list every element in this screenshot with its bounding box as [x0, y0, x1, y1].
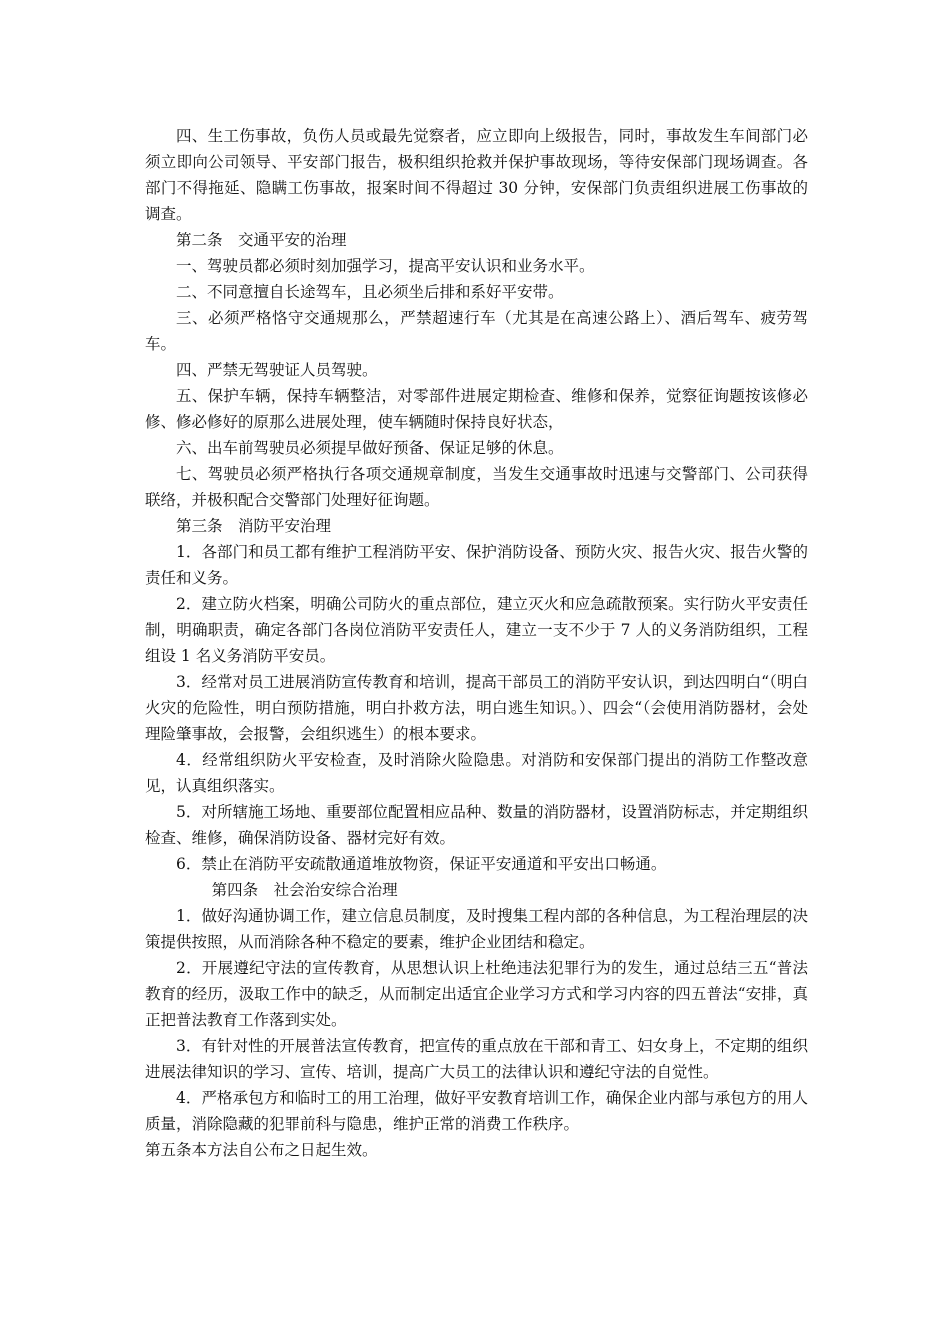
paragraph-effective-date: 第五条本方法自公布之日起生效。: [145, 1141, 378, 1159]
paragraph-fire-4: 4．经常组织防火平安检查，及时消除火险隐患。对消防和安保部门提出的消防工作整改意见，认真组织落实。: [145, 751, 808, 795]
paragraph-injury-report: 四、生工伤事故，负伤人员或最先觉察者，应立即向上级报告，同时，事故发生车间部门必须立即向公司领导、平安部门报告，极积组织抢救并保护事故现场，等待安保部门现场调查。各部门不得拖延、隐瞒工伤事故，报案时间不得超过 30 分钟，安保部门负责组织进展工伤事故的调查。: [145, 127, 808, 223]
paragraph-security-2: 2．开展遵纪守法的宣传教育，从思想认识上杜绝违法犯罪行为的发生，通过总结三五“普法教育的经历，汲取工作中的缺乏，从而制定出适宜企业学习方式和学习内容的四五普法“安排，真正把普法教育工作落到实处。: [145, 959, 808, 1029]
paragraph-traffic-4: 四、严禁无驾驶证人员驾驶。: [176, 361, 378, 379]
paragraph-traffic-1: 一、驾驶员都必须时刻加强学习，提高平安认识和业务水平。: [176, 257, 595, 275]
paragraph-fire-1: 1．各部门和员工都有维护工程消防平安、保护消防设备、预防火灾、报告火灾、报告火警的责任和义务。: [145, 543, 808, 587]
paragraph-traffic-6: 六、出车前驾驶员必须提早做好预备、保证足够的休息。: [176, 439, 564, 457]
paragraph-fire-5: 5．对所辖施工场地、重要部位配置相应品种、数量的消防器材，设置消防标志，并定期组织检查、维修，确保消防设备、器材完好有效。: [145, 803, 808, 847]
section-heading-public-security: 第四条 社会治安综合治理: [211, 881, 398, 899]
section-heading-fire-safety: 第三条 消防平安治理: [176, 517, 332, 535]
paragraph-traffic-7: 七、驾驶员必须严格执行各项交通规章制度，当发生交通事故时迅速与交警部门、公司获得联络，并极积配合交警部门处理好征询题。: [145, 465, 808, 509]
paragraph-security-4: 4．严格承包方和临时工的用工治理，做好平安教育培训工作，确保企业内部与承包方的用人质量，消除隐藏的犯罪前科与隐患，维护正常的消费工作秩序。: [145, 1089, 808, 1133]
paragraph-security-3: 3．有针对性的开展普法宣传教育，把宣传的重点放在干部和青工、妇女身上，不定期的组织进展法律知识的学习、宣传、培训，提高广大员工的法律认识和遵纪守法的自觉性。: [145, 1037, 808, 1081]
paragraph-fire-3: 3．经常对员工进展消防宣传教育和培训，提高干部员工的消防平安认识，到达四明白“（明白火灾的危险性，明白预防措施，明白扑救方法，明白逃生知识。）、四会“（会使用消防器材，会处理险肇事故，会报警，会组织逃生）的根本要求。: [145, 673, 808, 743]
paragraph-security-1: 1．做好沟通协调工作，建立信息员制度，及时搜集工程内部的各种信息，为工程治理层的决策提供按照，从而消除各种不稳定的要素，维护企业团结和稳定。: [145, 907, 808, 951]
paragraph-traffic-2: 二、不同意擅自长途驾车，且必须坐后排和系好平安带。: [176, 283, 564, 301]
paragraph-fire-6: 6．禁止在消防平安疏散通道堆放物资，保证平安通道和平安出口畅通。: [176, 855, 667, 873]
paragraph-traffic-3: 三、必须严格恪守交通规那么，严禁超速行车（尤其是在高速公路上）、酒后驾车、疲劳驾车。: [145, 309, 808, 353]
paragraph-traffic-5: 五、保护车辆，保持车辆整洁，对零部件进展定期检查、维修和保养，觉察征询题按该修必修、修必修好的原那么进展处理，使车辆随时保持良好状态，: [145, 387, 808, 431]
paragraph-fire-2: 2．建立防火档案，明确公司防火的重点部位，建立灭火和应急疏散预案。实行防火平安责任制，明确职责，确定各部门各岗位消防平安责任人，建立一支不少于 7 人的义务消防组织，工程组设 1 名义务消防平安员。: [145, 595, 808, 665]
document-page: [145, 123, 808, 1163]
section-heading-traffic-safety: 第二条 交通平安的治理: [176, 231, 347, 249]
